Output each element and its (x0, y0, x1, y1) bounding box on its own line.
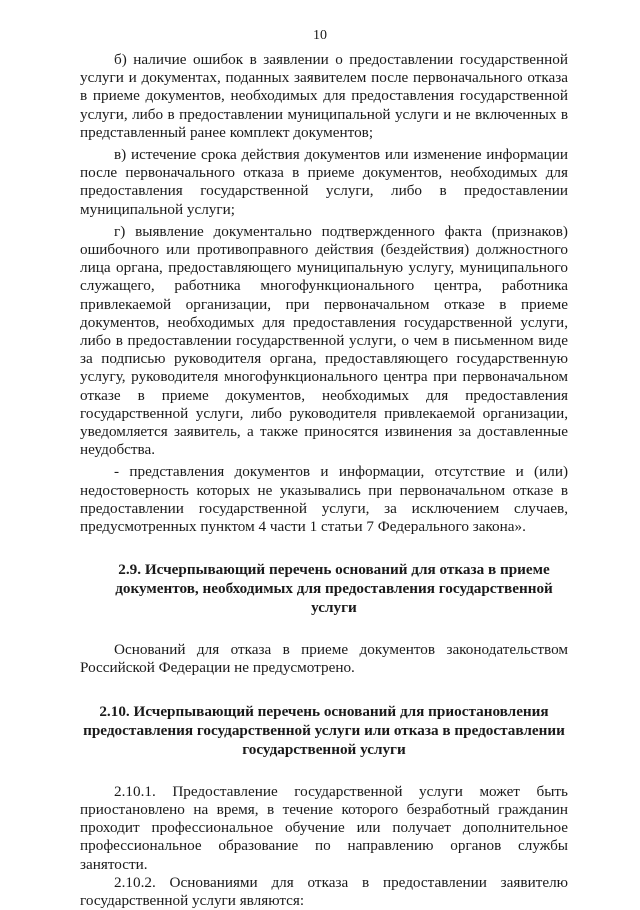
paragraph-b: б) наличие ошибок в заявлении о предоставлении государственной услуги и документах, поданных заявителем после первоначального отказа в приеме документов, необходимых для предоставления государственной услуги, либо в предоставлении муниципальной услуги и не включенных в представленный ранее комплект документов; (80, 51, 568, 141)
page-number: 10 (313, 28, 327, 43)
paragraph-g: г) выявление документально подтвержденного факта (признаков) ошибочного или противоправного действия (бездействия) должностного лица органа, предоставляющего муниципальную услугу, муниципального служащего, работника многофункционального центра, работника привлекаемой организации, при первоначальном отказе в приеме документов, необходимых для предоставления государственной услуги, либо в предоставлении государственной услуги, о чем в письменном виде за подписью руководителя органа, предоставляющего государственную услугу, руководителя многофункционального центра при первоначальном отказе в приеме документов, необходимых для предоставления государственной услуги, либо руководителя привлекаемой организации, уведомляется заявитель, а также приносятся извинения за доставленные неудобства. (80, 222, 568, 459)
section-2-10-1: 2.10.1. Предоставление государственной услуги может быть приостановлено на время, в течение которого безработный гражданин проходит профессиональное обучение или получает дополнительное профессиональное образование по направлению органов службы занятости. (80, 782, 568, 873)
paragraph-v: в) истечение срока действия документов или изменение информации после первоначального отказа в приеме документов, необходимых для предоставления государственной услуги, либо в предоставлении муниципальной услуги; (80, 146, 568, 218)
section-2-9-heading: 2.9. Исчерпывающий перечень оснований для отказа в приеме документов, необходимых для предоставления государственной услуги (115, 561, 553, 617)
section-2-10-heading: 2.10. Исчерпывающий перечень оснований для приостановления предоставления государственной услуги или отказа в предоставлении государственной услуги (83, 702, 565, 758)
document-body (80, 51, 568, 910)
paragraph-dash: - представления документов и информации, отсутствие и (или) недостоверность которых не указывались при первоначальном отказе в предоставлении государственной услуги, за исключением случаев, предусмотренных пунктом 4 части 1 статьи 7 Федерального закона». (80, 463, 568, 536)
section-2-10-2: 2.10.2. Основаниями для отказа в предоставлении заявителю государственной услуги являются: (80, 873, 568, 909)
section-2-9-body: Оснований для отказа в приеме документов законодательством Российской Федерации не предусмотрено. (80, 641, 568, 677)
